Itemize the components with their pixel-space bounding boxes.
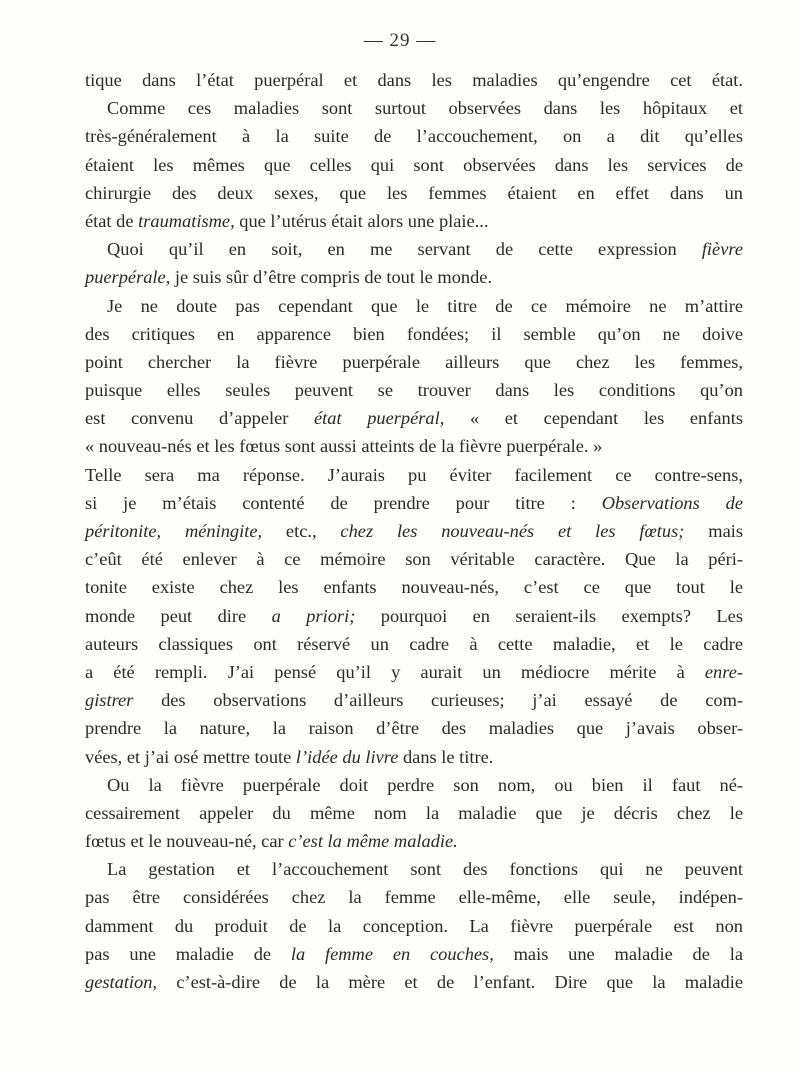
text-line [85, 292, 743, 320]
text-run: c’est-à-dire de la mère et de l’enfant. Dire que la maladie [157, 972, 743, 992]
text-line [85, 320, 743, 348]
text-run: c’eût été enlever à ce mémoire son véritable caractère. Que la péri- [85, 549, 743, 570]
italic-text: état puerpéral, [314, 408, 445, 429]
text-run: « et cependant les enfants [444, 408, 743, 429]
text-line [85, 573, 743, 601]
text-line [85, 376, 743, 404]
text-run: Ou la fièvre puerpérale doit perdre son nom, ou bien il faut né- [107, 774, 743, 795]
text-line [85, 771, 743, 799]
text-line [85, 461, 743, 489]
italic-text: péritonite, méningite, [85, 521, 263, 541]
text-line [85, 968, 743, 996]
text-run: vées, et j’ai osé mettre toute [85, 746, 296, 767]
text-line [85, 743, 743, 771]
text-run: auteurs classiques ont réservé un cadre à cette maladie, et le cadre [85, 633, 743, 654]
text-line [85, 179, 743, 207]
italic-text: gistrer [85, 690, 134, 711]
text-line [85, 348, 743, 376]
text-run: dans le titre. [398, 746, 494, 767]
italic-text: fièvre [701, 239, 743, 260]
text-line [85, 658, 743, 686]
italic-text: Observations de [601, 492, 743, 513]
text-run: etc., [262, 521, 341, 541]
page-number: — 29 — [363, 30, 437, 51]
text-run: a été rempli. J’ai pensé qu’il y aurait un médiocre mérite à [85, 661, 705, 682]
text-line [85, 432, 743, 460]
italic-text: enre- [704, 661, 743, 682]
text-run: état de [85, 210, 139, 231]
text-run: Quoi qu’il en soit, en me servant de cette expression [107, 239, 702, 260]
text-line [85, 235, 743, 263]
body-text [85, 66, 743, 996]
text-run: « nouveau-nés et les fœtus sont aussi atteints de la fièvre puerpérale. » [85, 436, 603, 457]
text-line [85, 517, 743, 545]
text-line [85, 714, 743, 742]
text-run: tonite existe chez les enfants nouveau-nés, c’est ce que tout le [85, 577, 743, 598]
text-run: mais une maladie de la [493, 943, 743, 964]
italic-text: puerpérale, [85, 267, 171, 288]
text-run: des observations d’ailleurs curieuses; j’ai essayé de com- [133, 690, 743, 711]
text-line [85, 94, 743, 122]
text-line [85, 404, 743, 432]
text-run: chirurgie des deux sexes, que les femmes étaient en effet dans un [85, 182, 743, 203]
text-run: fœtus et le nouveau-né, car [85, 831, 289, 852]
text-line [85, 151, 743, 179]
text-line [85, 912, 743, 940]
text-line [85, 883, 743, 911]
text-run: que l’utérus était alors une plaie... [234, 210, 489, 231]
text-run: puisque elles seules peuvent se trouver dans les conditions qu’on [85, 380, 743, 401]
text-line [85, 602, 743, 630]
text-line [85, 630, 743, 658]
text-run: monde peut dire [85, 605, 272, 626]
text-run: si je m’étais contenté de prendre pour titre : [85, 492, 602, 513]
italic-text: c’est la même maladie. [288, 831, 458, 852]
text-run: pas une maladie de [85, 943, 291, 964]
text-run: très-généralement à la suite de l’accouchement, on a dit qu’elles [85, 126, 743, 147]
text-run: point chercher la fièvre puerpérale ailleurs que chez les femmes, [85, 351, 743, 372]
text-run: damment du produit de la conception. La fièvre puerpérale est non [85, 915, 743, 936]
text-run: je suis sûr d’être compris de tout le monde. [170, 267, 493, 288]
text-run: des critiques en apparence bien fondées; il semble qu’on ne doive [85, 323, 743, 344]
text-run: mais [684, 521, 743, 541]
text-line [85, 940, 743, 968]
text-line [85, 545, 743, 573]
italic-text: traumatisme, [138, 210, 235, 231]
text-run: tique dans l’état puerpéral et dans les maladies qu’engendre cet état. [85, 70, 743, 90]
text-run: pourquoi en seraient-ils exempts? Les [355, 605, 743, 626]
text-run: cessairement appeler du même nom la maladie que je décris chez le [85, 802, 743, 823]
text-run: pas être considérées chez la femme elle-même, elle seule, indépen- [85, 887, 743, 908]
text-run: Je ne doute pas cependant que le titre de ce mémoire ne m’attire [107, 295, 743, 316]
text-line [85, 263, 743, 291]
italic-text: gestation, [85, 972, 158, 992]
italic-text: l’idée du livre [295, 746, 399, 767]
text-line [85, 827, 743, 855]
italic-text: chez les nouveau-nés et les fœtus; [340, 521, 685, 541]
text-run: La gestation et l’accouchement sont des fonctions qui ne peuvent [107, 859, 743, 880]
text-line [85, 207, 743, 235]
text-run: étaient les mêmes que celles qui sont observées dans les services de [85, 154, 743, 175]
text-run: Telle sera ma réponse. J’aurais pu éviter facilement ce contre-sens, [85, 464, 743, 485]
text-run: est convenu d’appeler [85, 408, 315, 429]
text-line [85, 686, 743, 714]
italic-text: a priori; [271, 605, 356, 626]
text-run: prendre la nature, la raison d’être des maladies que j’avais obser- [85, 718, 743, 739]
text-line [85, 855, 743, 883]
text-line [85, 66, 743, 94]
text-line [85, 122, 743, 150]
text-line [85, 489, 743, 517]
text-run: Comme ces maladies sont surtout observées dans les hôpitaux et [107, 98, 743, 119]
text-line [85, 799, 743, 827]
italic-text: la femme en couches, [290, 943, 494, 964]
